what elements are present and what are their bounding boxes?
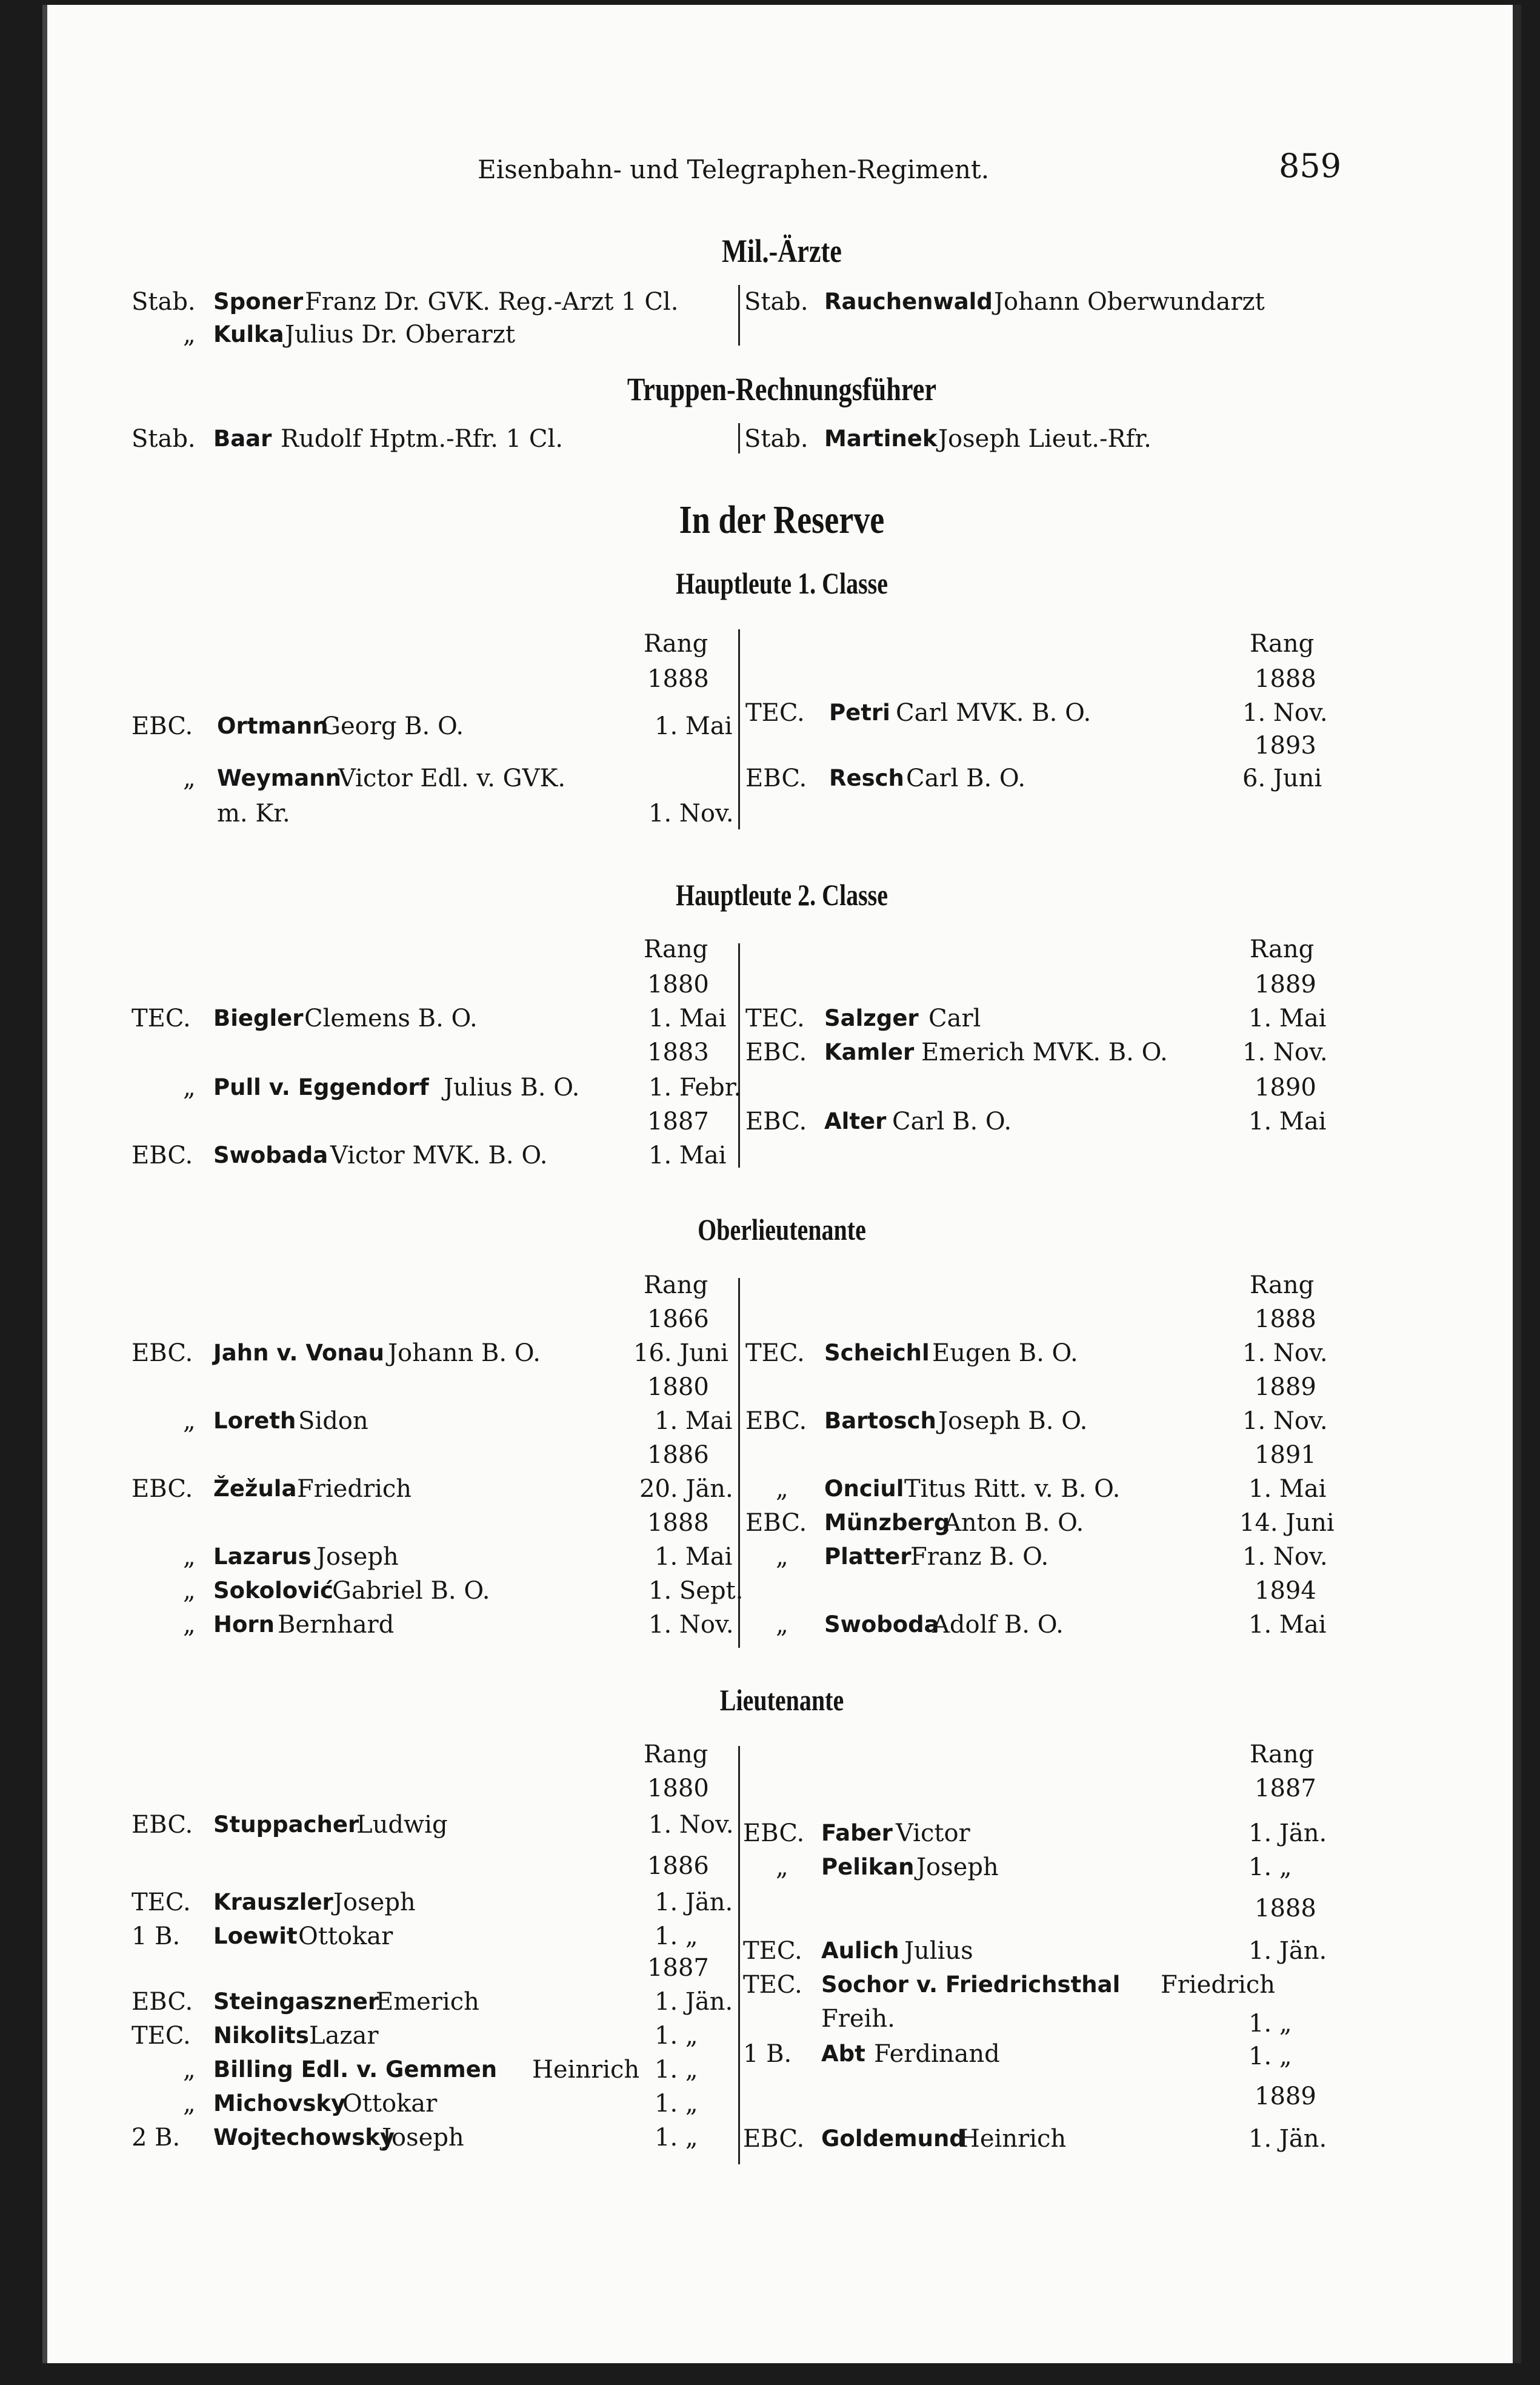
entry-surname: Žežula — [213, 1476, 297, 1502]
entry-details: Julius — [904, 1937, 973, 1965]
entry-surname: Pull v. Eggendorf — [213, 1074, 429, 1100]
entry-surname: Kamler — [824, 1039, 915, 1065]
entry-prefix: 1 B. — [132, 1922, 181, 1950]
rank-date: 1. Mai — [648, 1142, 727, 1169]
entry-details: Carl B. O. — [906, 764, 1026, 792]
entry-details: Ludwig — [356, 1811, 448, 1839]
entry-prefix: „ — [776, 1853, 788, 1881]
entry-prefix: 2 B. — [132, 2124, 181, 2152]
column-divider — [738, 629, 740, 829]
rank-date: 1. Mai — [648, 1005, 727, 1032]
rank-year: 1889 — [1255, 1373, 1316, 1401]
rank-date: 1. Jän. — [1248, 1819, 1327, 1847]
entry-details: Anton B. O. — [944, 1509, 1084, 1537]
entry-surname: Sponer — [213, 289, 304, 315]
page-number: 859 — [1279, 147, 1342, 185]
entry-surname: Swobada — [213, 1142, 328, 1168]
rang-label: Rang — [1250, 935, 1315, 963]
entry-details: Franz B. O. — [910, 1543, 1049, 1571]
rank-year: 1889 — [1255, 2082, 1316, 2110]
rank-date: 1. Nov. — [1242, 1339, 1328, 1367]
entry-surname: Sokolović — [213, 1577, 333, 1604]
entry-details: Gabriel B. O. — [332, 1577, 490, 1605]
rank-date: 1. Nov. — [648, 800, 734, 828]
entry-surname: Billing Edl. v. Gemmen — [213, 2056, 498, 2082]
entry-details: Ferdinand — [874, 2040, 1000, 2068]
rank-date: 1. Nov. — [1242, 699, 1328, 727]
entry-surname: Jahn v. Vonau — [213, 1340, 385, 1366]
section-title-mil-aerzte: Mil.-Ärzte — [722, 233, 842, 269]
entry-details: Bernhard — [278, 1611, 395, 1639]
subsection-title-hauptleute-2: Hauptleute 2. Classe — [676, 878, 888, 912]
column-divider — [738, 1746, 740, 2164]
entry-surname: Steingaszner — [213, 1989, 379, 2015]
entry-prefix: „ — [183, 1074, 196, 1102]
entry-surname: Onciul — [824, 1476, 904, 1502]
entry-details: Adolf B. O. — [932, 1611, 1064, 1639]
rank-date: 1. „ — [655, 2124, 698, 2152]
entry-details: Clemens B. O. — [304, 1005, 478, 1032]
rank-year: 1887 — [1255, 1775, 1316, 1802]
rank-date: 1. Nov. — [648, 1611, 734, 1639]
entry-details: Victor MVK. B. O. — [330, 1142, 548, 1169]
entry-details: Joseph Lieut.-Rfr. — [938, 425, 1152, 453]
entry-details: Joseph B. O. — [938, 1407, 1088, 1435]
entry-surname: Bartosch — [824, 1408, 936, 1434]
page-right-edge — [1513, 5, 1521, 2363]
rank-year: 1889 — [1255, 971, 1316, 998]
entry-prefix: „ — [776, 1611, 788, 1639]
entry-prefix: EBC. — [132, 1475, 193, 1503]
rank-date: 1. „ — [655, 2056, 698, 2084]
entry-prefix: „ — [183, 1577, 196, 1605]
rank-date: 1. „ — [655, 2022, 698, 2050]
rank-date: 1. Mai — [655, 1407, 733, 1435]
rang-label: Rang — [644, 935, 708, 963]
entry-details: Rudolf Hptm.-Rfr. 1 Cl. — [281, 425, 563, 453]
rang-label: Rang — [644, 1271, 708, 1299]
entry-surname: Weymann — [217, 765, 341, 791]
entry-prefix: „ — [183, 1611, 196, 1639]
entry-details: Julius B. O. — [444, 1074, 580, 1102]
entry-prefix: „ — [183, 1407, 196, 1435]
entry-surname: Stuppacher — [213, 1811, 359, 1838]
rank-date: 1. „ — [655, 1922, 698, 1950]
entry-details: Sidon — [298, 1407, 368, 1435]
entry-details: Ottokar — [342, 2090, 438, 2118]
entry-surname: Alter — [824, 1108, 887, 1134]
entry-surname: Goldemund — [821, 2126, 965, 2152]
entry-surname: Pelikan — [821, 1854, 915, 1880]
entry-details: Georg B. O. — [321, 712, 464, 740]
rank-date: 16. Juni — [633, 1339, 728, 1367]
entry-prefix: EBC. — [745, 1108, 807, 1136]
rank-date: 1. Mai — [655, 712, 733, 740]
rank-year: 1888 — [647, 1509, 709, 1537]
entry-prefix: „ — [183, 764, 196, 792]
column-divider — [738, 943, 740, 1168]
rank-date: 1. Sept. — [648, 1577, 744, 1605]
page-spine-edge — [42, 5, 47, 2363]
entry-prefix: Stab. — [744, 425, 808, 453]
rank-date: 1. Mai — [1248, 1108, 1327, 1136]
rank-year: 1888 — [1255, 1305, 1316, 1333]
entry-prefix: EBC. — [132, 1811, 193, 1839]
entry-details: Ottokar — [298, 1922, 393, 1950]
entry-surname: Abt — [821, 2041, 865, 2067]
entry-details: Joseph — [333, 1888, 416, 1916]
rank-year: 1886 — [647, 1852, 709, 1880]
entry-details: Eugen B. O. — [932, 1339, 1078, 1367]
rank-year: 1866 — [647, 1305, 709, 1333]
entry-prefix: TEC. — [743, 1937, 802, 1965]
entry-surname: Biegler — [213, 1005, 304, 1031]
column-divider — [738, 423, 740, 453]
rank-date: 1. „ — [655, 2090, 698, 2118]
entry-surname: Michovsky — [213, 2090, 346, 2116]
rank-year: 1888 — [647, 665, 709, 693]
rank-date: 1. Nov. — [1242, 1543, 1328, 1571]
rank-year: 1887 — [647, 1954, 709, 1982]
rang-label: Rang — [1250, 1741, 1315, 1768]
entry-details: Julius Dr. Oberarzt — [285, 321, 515, 349]
rank-date: 1. Febr. — [648, 1074, 742, 1102]
entry-prefix: EBC. — [745, 1509, 807, 1537]
entry-details: Victor — [896, 1819, 970, 1847]
entry-prefix: EBC. — [132, 1142, 193, 1169]
entry-surname: Ortmann — [217, 713, 328, 739]
entry-prefix: TEC. — [743, 1971, 802, 1999]
rank-date: 1. Jän. — [1248, 2125, 1327, 2153]
rank-year: 1880 — [647, 1373, 709, 1401]
subsection-title-hauptleute-1: Hauptleute 1. Classe — [676, 566, 888, 600]
rang-label: Rang — [644, 630, 708, 658]
entry-surname: Baar — [213, 426, 272, 452]
entry-surname: Resch — [829, 765, 904, 791]
entry-details: Johann Oberwundarzt — [994, 288, 1265, 316]
entry-surname: Scheichl — [824, 1340, 930, 1366]
rank-year: 1893 — [1255, 732, 1316, 760]
entry-details: Joseph — [382, 2124, 464, 2152]
entry-surname: Salzger — [824, 1005, 919, 1031]
entry-details: Carl B. O. — [892, 1108, 1012, 1136]
entry-prefix: TEC. — [745, 1339, 805, 1367]
entry-surname: Sochor v. Friedrichsthal — [821, 1972, 1121, 1998]
entry-prefix: Stab. — [744, 288, 808, 316]
entry-surname: Martinek — [824, 426, 938, 452]
rank-date: 1. Mai — [655, 1543, 733, 1571]
entry-details: Friedrich — [1161, 1971, 1276, 1999]
entry-details: Carl MVK. B. O. — [896, 699, 1092, 727]
subsection-title-oberlieutenante: Oberlieutenante — [698, 1213, 866, 1246]
entry-prefix: EBC. — [132, 712, 193, 740]
entry-prefix: „ — [183, 1543, 196, 1571]
rank-date: 1. Nov. — [1242, 1039, 1328, 1066]
entry-details: Friedrich — [297, 1475, 412, 1503]
rank-year: 1887 — [647, 1108, 709, 1136]
rank-date: 1. Jän. — [655, 1988, 733, 2016]
rank-date: 1. Jän. — [655, 1888, 733, 1916]
entry-details: Emerich — [376, 1988, 479, 2016]
entry-details: Joseph — [916, 1853, 999, 1881]
entry-surname: Petri — [829, 700, 890, 726]
entry-surname: Loreth — [213, 1408, 296, 1434]
entry-surname: Loewit — [213, 1923, 298, 1949]
rang-label: Rang — [1250, 630, 1315, 658]
entry-details: Heinrich — [959, 2125, 1067, 2153]
entry-details: Carl — [928, 1005, 981, 1032]
entry-prefix: Stab. — [132, 425, 196, 453]
entry-surname: Lazarus — [213, 1544, 312, 1570]
rank-date: 1. Mai — [1248, 1475, 1327, 1503]
entry-details: Titus Ritt. v. B. O. — [904, 1475, 1121, 1503]
rang-label: Rang — [644, 1741, 708, 1768]
entry-prefix: TEC. — [745, 699, 805, 727]
rank-year: 1883 — [647, 1039, 709, 1066]
entry-prefix: EBC. — [743, 1819, 805, 1847]
entry-surname: Horn — [213, 1611, 275, 1637]
entry-prefix: TEC. — [132, 1888, 191, 1916]
rank-date: 20. Jän. — [639, 1475, 733, 1503]
entry-prefix: Stab. — [132, 288, 196, 316]
entry-surname: Swoboda — [824, 1611, 939, 1637]
entry-surname: Faber — [821, 1820, 893, 1846]
entry-details: Emerich MVK. B. O. — [921, 1039, 1168, 1066]
rank-date: 1. Nov. — [1242, 1407, 1328, 1435]
entry-continuation: m. Kr. — [217, 800, 290, 828]
subsection-title-lieutenante: Lieutenante — [719, 1683, 844, 1717]
entry-prefix: „ — [183, 321, 196, 349]
rank-year: 1888 — [1255, 665, 1316, 693]
column-divider — [738, 285, 740, 346]
entry-prefix: „ — [776, 1475, 788, 1503]
entry-prefix: EBC. — [745, 764, 807, 792]
entry-prefix: „ — [183, 2056, 196, 2084]
rank-date: 1. Jän. — [1248, 1937, 1327, 1965]
running-title: Eisenbahn- und Telegraphen-Regiment. — [478, 155, 990, 184]
rank-year: 1894 — [1255, 1577, 1316, 1605]
entry-prefix: TEC. — [132, 1005, 191, 1032]
entry-prefix: „ — [776, 1543, 788, 1571]
rank-year: 1888 — [1255, 1895, 1316, 1922]
section-title-in-der-reserve: In der Reserve — [679, 498, 885, 542]
entry-prefix: EBC. — [743, 2125, 805, 2153]
entry-prefix: TEC. — [745, 1005, 805, 1032]
rank-date: 1. Mai — [1248, 1005, 1327, 1032]
entry-details: Victor Edl. v. GVK. — [338, 764, 566, 792]
entry-details: Johann B. O. — [388, 1339, 541, 1367]
rang-label: Rang — [1250, 1271, 1315, 1299]
entry-prefix: „ — [183, 2090, 196, 2118]
rank-date: 1. Nov. — [648, 1811, 734, 1839]
entry-continuation: Freih. — [821, 2005, 895, 2033]
entry-surname: Rauchenwald — [824, 289, 993, 315]
rank-year: 1890 — [1255, 1074, 1316, 1102]
rank-year: 1880 — [647, 1775, 709, 1802]
entry-surname: Platter — [824, 1544, 912, 1570]
entry-prefix: EBC. — [745, 1407, 807, 1435]
rank-date: 1. „ — [1248, 2010, 1292, 2038]
entry-surname: Nikolits — [213, 2022, 309, 2049]
entry-prefix: EBC. — [132, 1339, 193, 1367]
rank-year: 1891 — [1255, 1441, 1316, 1469]
entry-details: Joseph — [316, 1543, 399, 1571]
book-page — [42, 5, 1521, 2363]
entry-prefix: TEC. — [132, 2022, 191, 2050]
entry-prefix: EBC. — [132, 1988, 193, 2016]
entry-prefix: EBC. — [745, 1039, 807, 1066]
section-title-truppen-rechnungsfuehrer: Truppen-Rechnungsführer — [627, 371, 937, 407]
entry-surname: Münzberg — [824, 1510, 950, 1536]
rank-date: 14. Juni — [1239, 1509, 1335, 1537]
entry-surname: Aulich — [821, 1938, 899, 1964]
rank-date: 6. Juni — [1242, 764, 1322, 792]
entry-prefix: 1 B. — [743, 2040, 792, 2068]
entry-surname: Wojtechowsky — [213, 2124, 395, 2150]
rank-date: 1. Mai — [1248, 1611, 1327, 1639]
entry-details: Lazar — [309, 2022, 379, 2050]
rank-year: 1886 — [647, 1441, 709, 1469]
entry-details: Heinrich — [532, 2056, 640, 2084]
rank-date: 1. „ — [1248, 2042, 1292, 2070]
rank-date: 1. „ — [1248, 1853, 1292, 1881]
entry-details: Franz Dr. GVK. Reg.-Arzt 1 Cl. — [305, 288, 679, 316]
rank-year: 1880 — [647, 971, 709, 998]
entry-surname: Kulka — [213, 321, 284, 347]
entry-surname: Krauszler — [213, 1889, 333, 1915]
